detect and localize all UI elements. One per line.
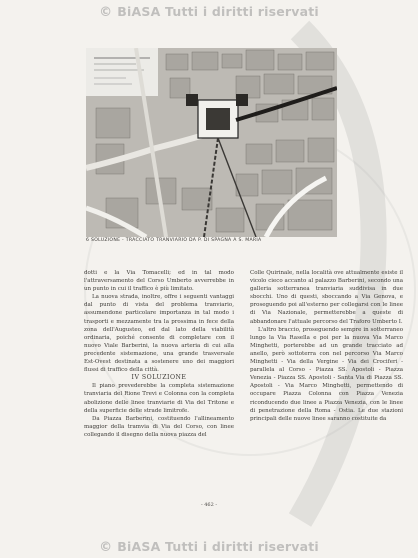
paragraph: dotti e la Via Tomacelli; ed in tal modo l'attraversamento del Corso Umberto avverrebbe in un punto in cui il traffico è più limitato. [84,270,234,293]
paragraph: Il piano prevederebbe la completa sistemazione tranviaria del Rione Trevi e Colonna con la completa abolizione delle linee tranviarie di Via del Tritone e della superficie delle strade limitrofe. [84,383,234,414]
copyright-icon: © [99,5,113,20]
section-heading: IV SOLUZIONE [131,374,187,382]
map-figure [86,48,337,237]
paragraph: Colle Quirinale, nella località ove attualmente esiste il vicolo cieco accanto al palazzo Barberini, secondo una galleria sotterranea tranviaria suddivisa in due sbocchi. Uno di questi, sboccando a Via Genova, e proseguendo poi all'esterno per collegarsi con le linee di Via Nazionale, permetterebbe a queste di abbandonare l'attuale percorso del Traforo Umberto I. [250,270,403,325]
city-map-image [86,48,337,237]
text-column-right [250,269,403,423]
text-column-left [84,269,234,439]
paragraph: L'altro braccio, proseguendo sempre in sotterraneo lungo la Via Rasella e poi per la nuova Via Marco Minghetti, porterebbe ad un grande tracciato ad anello, però sottoterra con nel percorso Via Marco Minghetti - Via della Vergine - Via dei Crociferi - parallela al Corso - Piazza SS. Apostoli - Piazza Venezia - Piazza SS. Apostoli - Santa Via di Piazza SS. Apostoli - Via Marco Minghetti, permettendo di occupare Piazza Colonna con Piazza Venezia riconducendo due linee a Piazza Venezia, con le linee di penetrazione della Roma - Ostia. Le due stazioni principali delle nuove linee saranno costituite da [250,326,403,422]
watermark-bottom [0,539,418,555]
watermark-text-top: BiASA Tutti i diritti riservati [117,4,319,19]
page-number: - 462 - [200,502,218,508]
copyright-icon: © [99,540,113,555]
watermark-top [0,4,418,20]
paragraph: La nuova strada, inoltre, offre i seguenti vantaggi dal punto di vista del problema tranviario, assumendone particolare importanza in tal modo i trasporti e mezzamente tra la prossima in fece della zona dell'Augusteo, ed dal lato della viabilità ordinaria, poiché consente di completare con il nuovo Viale Barberini, la nuova arteria di cui alla precedente sistemazione, una grande trasversale Est-Ovest destinata a sostenere uno dei maggiori flussi di traffico della città. [84,294,234,374]
figure-caption: 6 SOLUZIONE - TRACCIATO TRANVIARIO DA P. DI SPAGNA A S. MARIA [86,238,262,243]
watermark-text-bottom: BiASA Tutti i diritti riservati [117,539,319,554]
paragraph: Da Piazza Barberini, costituendo l'allineamento maggior della tramvia di Via del Corso, con linee collegando il disegno della nuova piazza del [84,415,234,438]
